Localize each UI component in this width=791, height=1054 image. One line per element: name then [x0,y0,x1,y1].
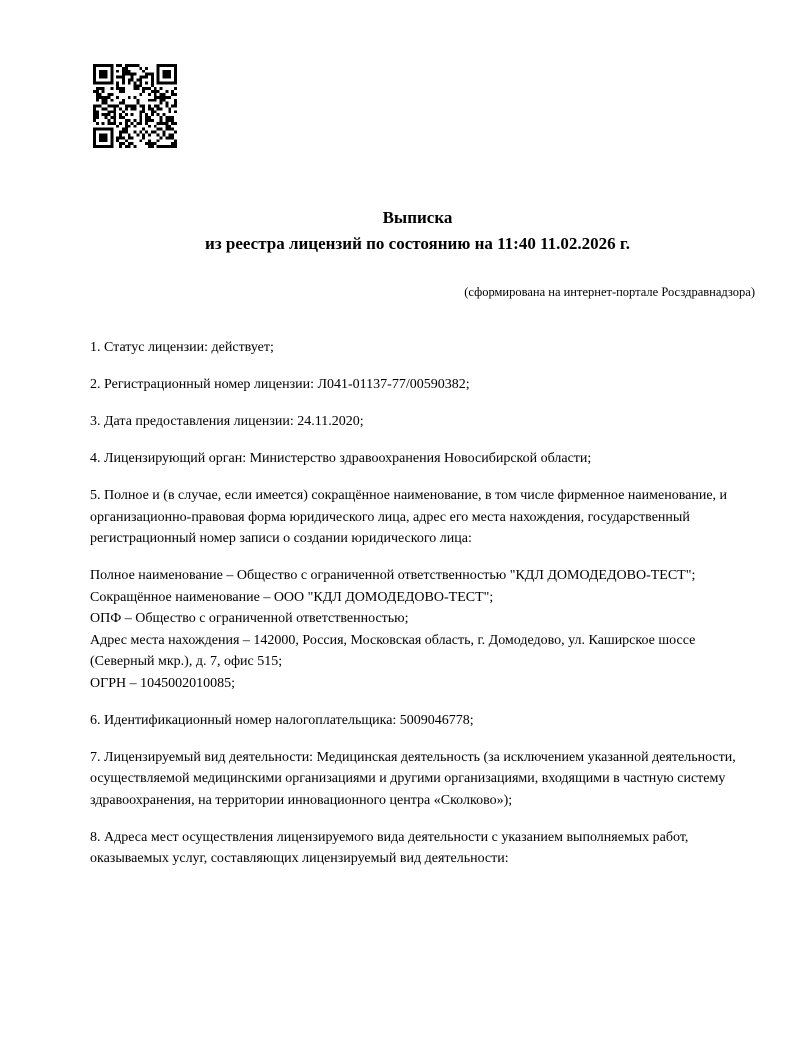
paragraph-line: ОГРН – 1045002010085; [90,675,235,691]
paragraph-line: Адрес места нахождения – 142000, Россия, Московская область, г. Домодедово, ул. Каширское шоссе (Северный мкр.), д. 7, офис 515; [90,632,696,669]
qr-code [93,64,177,148]
paragraph: 3. Дата предоставления лицензии: 24.11.2020; [90,414,364,429]
paragraph: 8. Адреса мест осуществления лицензируемого вида деятельности с указанием выполняемых работ, оказываемых услуг, составляющих лицензируемый вид деятельности: [90,829,689,866]
document-subtitle: (сформирована на интернет-портале Росздравнадзора) [464,285,755,299]
document-body [90,337,745,870]
paragraph-line: Сокращённое наименование – ООО "КДЛ ДОМОДЕДОВО-ТЕСТ"; [90,589,494,605]
paragraph: 7. Лицензируемый вид деятельности: Медицинская деятельность (за исключением указанной деятельности, осуществляемой медицинскими организациями и другими организациями, входящими в частную систему здравоохранения, на территории инновационного центра «Сколково»); [90,749,736,808]
paragraph: 4. Лицензирующий орган: Министерство здравоохранения Новосибирской области; [90,451,592,466]
title-line-2: из реестра лицензий по состоянию на 11:40 11.02.2026 г. [205,234,630,253]
paragraph: 5. Полное и (в случае, если имеется) сокращённое наименование, в том числе фирменное наименование, и организационно-правовая форма юридического лица, адрес его места нахождения, государственный регистрационный номер записи о создании юридического лица: [90,488,728,546]
paragraph: 6. Идентификационный номер налогоплательщика: 5009046778; [90,712,474,728]
title-line-1: Выписка [382,208,453,227]
paragraph: 1. Статус лицензии: действует; [90,340,274,355]
document-content [90,205,755,885]
paragraph-line: ОПФ – Общество с ограниченной ответственностью; [90,611,409,626]
paragraph [90,565,745,694]
document-title [90,205,745,257]
paragraph-line: Полное наименование – Общество с ограниченной ответственностью "КДЛ ДОМОДЕДОВО-ТЕСТ"; [90,568,696,583]
paragraph: 2. Регистрационный номер лицензии: Л041-01137-77/00590382; [90,377,470,392]
